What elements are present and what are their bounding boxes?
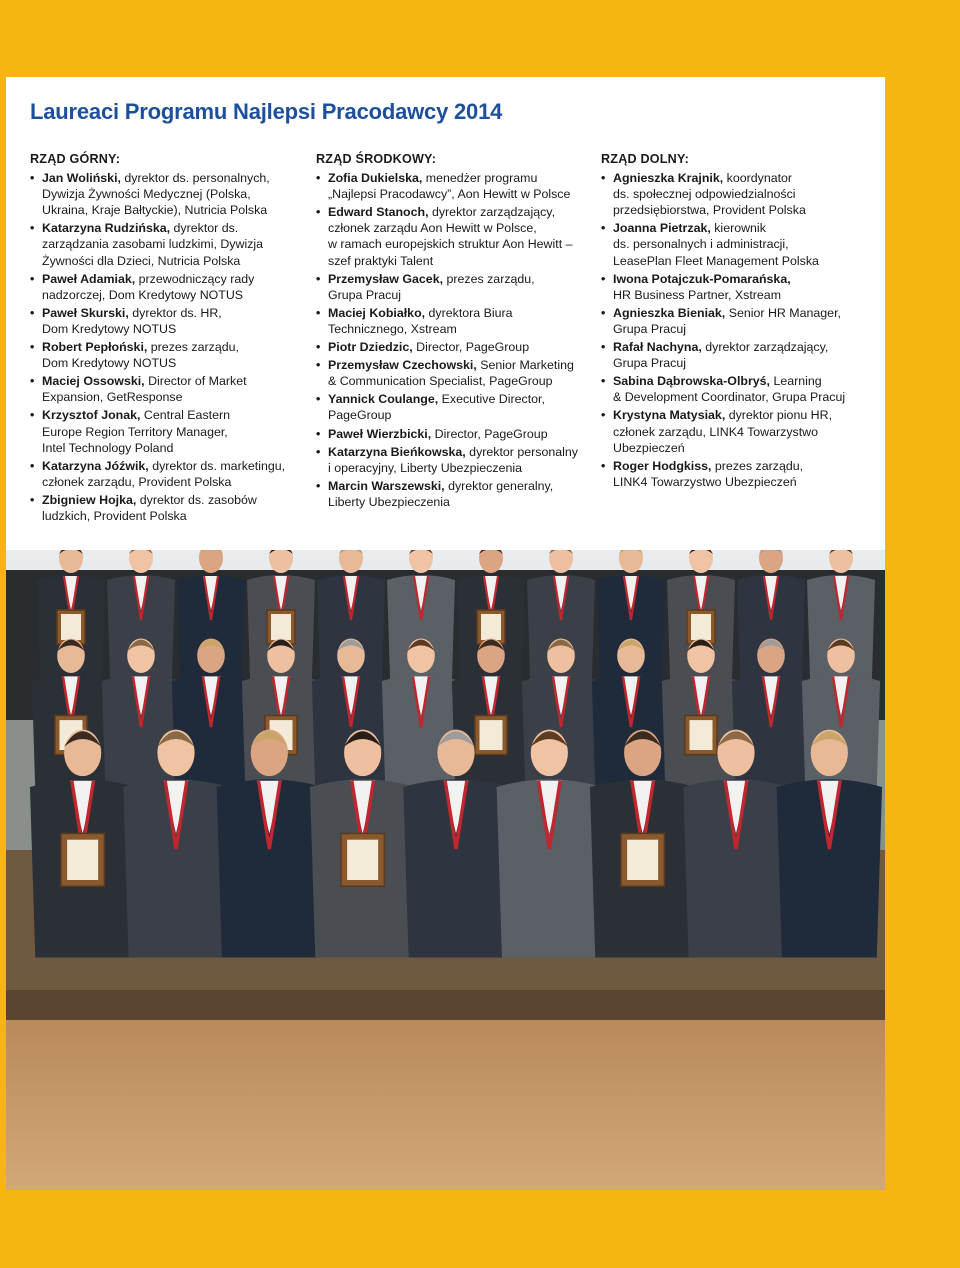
list-item [601, 373, 871, 405]
column-middle-row [316, 151, 584, 512]
list-item [316, 426, 584, 442]
bullet-icon: • [316, 305, 321, 320]
bullet-icon: • [601, 271, 606, 286]
person-role: dyrektor ds. personalnych, Dywizja Żywności Medycznej (Polska, Ukraina, Kraje Bałtyckie), Nutricia Polska [42, 171, 270, 218]
bullet-icon: • [30, 271, 35, 286]
person-name: Iwona Potajczuk-Pomarańska, [613, 271, 791, 286]
list-item [30, 492, 288, 524]
person-name: Przemysław Gacek, [328, 271, 444, 286]
bullet-icon: • [316, 444, 321, 459]
person-role: prezes zarządu, Grupa Pracuj [328, 271, 535, 302]
list-item [601, 220, 871, 268]
bullet-icon: • [30, 221, 35, 236]
person-name: Krystyna Matysiak, [613, 408, 726, 423]
list-item [601, 407, 871, 455]
person-role: kierownik ds. personalnych i administracji, LeasePlan Fleet Management Polska [613, 221, 819, 268]
person-role: Director, PageGroup [431, 426, 548, 441]
list-item [30, 305, 288, 337]
bullet-icon: • [30, 171, 35, 186]
list-item [316, 478, 584, 510]
list-item [30, 271, 288, 303]
bullet-icon: • [316, 478, 321, 493]
person-name: Roger Hodgkiss, [613, 458, 712, 473]
list-item [316, 357, 584, 389]
person-name: Agnieszka Bieniak, [613, 305, 726, 320]
list-item [30, 373, 288, 405]
bullet-icon: • [601, 408, 606, 423]
list-item [316, 339, 584, 355]
column-bottom-row [601, 151, 871, 492]
person-name: Edward Stanoch, [328, 205, 429, 220]
page-title: Laureaci Programu Najlepsi Pracodawcy 2014 [30, 99, 503, 124]
bullet-icon: • [601, 458, 606, 473]
bullet-icon: • [316, 340, 321, 355]
person-role: dyrektor zarządzający, członek zarządu Aon Hewitt w Polsce, w ramach europejskich struktur Aon Hewitt – szef praktyki Talent [328, 205, 573, 268]
person-name: Robert Pepłoński, [42, 340, 148, 355]
magazine-page [6, 77, 885, 1190]
person-name: Paweł Skurski, [42, 305, 129, 320]
person-name: Katarzyna Jóźwik, [42, 458, 149, 473]
person-role: dyrektor zarządzający, Grupa Pracuj [613, 340, 829, 371]
person-role: dyrektor ds. zasobów ludzkich, Provident Polska [42, 492, 257, 523]
bullet-icon: • [30, 408, 35, 423]
person-role: dyrektor pionu HR, członek zarządu, LINK4 Towarzystwo Ubezpieczeń [613, 408, 833, 455]
list-item [30, 220, 288, 268]
person-name: Zbigniew Hojka, [42, 492, 137, 507]
column-heading-top: RZĄD GÓRNY: [30, 152, 121, 166]
person-role: Central Eastern Europe Region Territory Manager, Intel Technology Poland [42, 408, 230, 455]
person-role: koordynator ds. społecznej odpowiedzialności przedsiębiorstwa, Provident Polska [613, 171, 806, 218]
person-role: prezes zarządu, Dom Kredytowy NOTUS [42, 340, 239, 371]
person-name: Przemysław Czechowski, [328, 358, 477, 373]
person-name: Krzysztof Jonak, [42, 408, 141, 423]
person-role: Senior Marketing & Communication Specialist, PageGroup [328, 358, 574, 389]
list-item [316, 444, 584, 476]
person-name: Maciej Ossowski, [42, 374, 145, 389]
person-role: dyrektor ds. marketingu, członek zarządu, Provident Polska [42, 458, 286, 489]
person-name: Zofia Dukielska, [328, 171, 423, 186]
group-photo [6, 550, 885, 1190]
bullet-icon: • [30, 458, 35, 473]
person-name: Katarzyna Bieńkowska, [328, 444, 466, 459]
person-role: HR Business Partner, Xstream [613, 287, 782, 302]
bullet-icon: • [316, 392, 321, 407]
person-role: Senior HR Manager, Grupa Pracuj [613, 305, 841, 336]
person-role: Learning & Development Coordinator, Grupa Pracuj [613, 374, 846, 405]
list-item [316, 271, 584, 303]
bullet-icon: • [316, 171, 321, 186]
list-item [601, 339, 871, 371]
person-role: dyrektor generalny, Liberty Ubezpieczenia [328, 478, 554, 509]
person-name: Joanna Pietrzak, [613, 221, 711, 236]
bullet-icon: • [316, 426, 321, 441]
people-list-middle [316, 170, 584, 510]
person-name: Marcin Warszewski, [328, 478, 445, 493]
list-item [601, 305, 871, 337]
list-item [30, 170, 288, 218]
bullet-icon: • [316, 358, 321, 373]
person-role: Director of Market Expansion, GetResponse [42, 374, 247, 405]
person-role: dyrektor personalny i operacyjny, Liberty Ubezpieczenia [328, 444, 578, 475]
list-item [316, 391, 584, 423]
person-role: Executive Director, PageGroup [328, 392, 545, 423]
person-role: dyrektora Biura Technicznego, Xstream [328, 305, 513, 336]
person-role: dyrektor ds. zarządzania zasobami ludzkimi, Dywizja Żywności dla Dzieci, Nutricia Polska [42, 221, 264, 268]
person-name: Paweł Adamiak, [42, 271, 136, 286]
bullet-icon: • [601, 305, 606, 320]
person-name: Sabina Dąbrowska-Olbryś, [613, 374, 771, 389]
list-item [601, 271, 871, 303]
list-item [30, 339, 288, 371]
person-role: dyrektor ds. HR, Dom Kredytowy NOTUS [42, 305, 222, 336]
list-item [30, 458, 288, 490]
person-role: menedżer programu „Najlepsi Pracodawcy”, Aon Hewitt w Polsce [328, 171, 571, 202]
group-photo-illustration [6, 550, 885, 1190]
person-role: przewodniczący rady nadzorczej, Dom Kredytowy NOTUS [42, 271, 255, 302]
bullet-icon: • [601, 340, 606, 355]
person-role: prezes zarządu, LINK4 Towarzystwo Ubezpieczeń [613, 458, 804, 489]
list-item [316, 204, 584, 268]
person-name: Rafał Nachyna, [613, 340, 702, 355]
column-heading-middle: RZĄD ŚRODKOWY: [316, 152, 437, 166]
person-name: Jan Woliński, [42, 171, 121, 186]
person-name: Maciej Kobiałko, [328, 305, 426, 320]
person-name: Yannick Coulange, [328, 392, 439, 407]
person-name: Katarzyna Rudzińska, [42, 221, 171, 236]
list-item [30, 407, 288, 455]
list-item [316, 170, 584, 202]
people-list-bottom [601, 170, 871, 490]
person-name: Agnieszka Krajnik, [613, 171, 724, 186]
bullet-icon: • [30, 340, 35, 355]
bullet-icon: • [30, 305, 35, 320]
column-top-row [30, 151, 288, 526]
person-role: Director, PageGroup [412, 340, 530, 355]
list-item [316, 305, 584, 337]
bullet-icon: • [316, 271, 321, 286]
person-name: Paweł Wierzbicki, [328, 426, 432, 441]
column-heading-bottom: RZĄD DOLNY: [601, 152, 690, 166]
list-item [601, 170, 871, 218]
bullet-icon: • [316, 205, 321, 220]
list-item [601, 458, 871, 490]
bullet-icon: • [30, 492, 35, 507]
bullet-icon: • [601, 221, 606, 236]
person-name: Piotr Dziedzic, [328, 340, 413, 355]
bullet-icon: • [30, 374, 35, 389]
people-list-top [30, 170, 288, 524]
bullet-icon: • [601, 171, 606, 186]
bullet-icon: • [601, 374, 606, 389]
